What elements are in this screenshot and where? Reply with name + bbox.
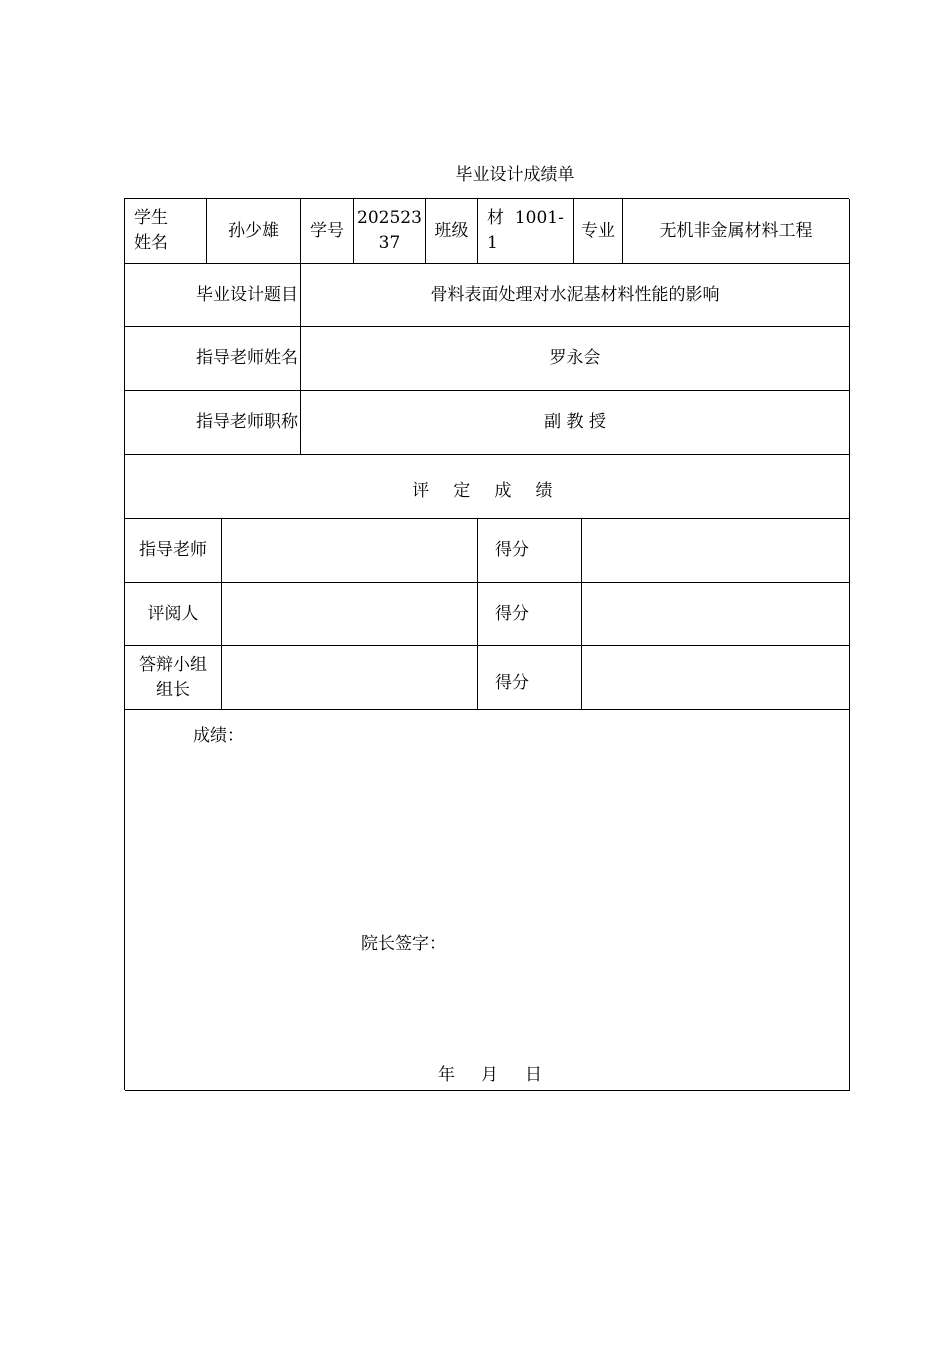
- date-year-label: 年: [438, 1065, 455, 1085]
- score-row-role: 答辩小组 组长: [125, 646, 222, 710]
- score-row-score-label: 得分: [478, 646, 582, 710]
- student-id-label: 学号: [301, 199, 354, 264]
- student-name-label: 学生 姓名: [125, 199, 207, 264]
- score-row-score-label: 得分: [478, 519, 582, 583]
- class-value: 材 1001- 1: [478, 199, 574, 264]
- advisor-title-label: 指导老师职称: [125, 391, 301, 455]
- score-row-name-field: [222, 519, 478, 583]
- score-row-name-field: [222, 646, 478, 710]
- advisor-name-label: 指导老师姓名: [125, 327, 301, 391]
- score-row-score-field: [582, 646, 850, 710]
- score-row-role: 指导老师: [125, 519, 222, 583]
- score-row-name-field: [222, 583, 478, 646]
- class-label: 班级: [426, 199, 478, 264]
- grade-sheet-table: [124, 198, 849, 1090]
- evaluation-header: 评 定 成 绩: [125, 455, 850, 519]
- score-row-role: 评阅人: [125, 583, 222, 646]
- advisor-title-value: 副 教 授: [301, 391, 850, 455]
- grade-label: 成绩：: [193, 726, 244, 746]
- student-id-value: 202523 37: [354, 199, 426, 264]
- topic-label: 毕业设计题目: [125, 264, 301, 327]
- date-month-label: 月: [481, 1065, 498, 1085]
- major-label: 专业: [574, 199, 623, 264]
- topic-value: 骨料表面处理对水泥基材料性能的影响: [301, 264, 850, 327]
- page-title: 毕业设计成绩单: [455, 165, 575, 185]
- dean-signature-label: 院长签字：: [361, 934, 446, 954]
- final-grade-area: [125, 710, 850, 1091]
- score-row-score-field: [582, 583, 850, 646]
- student-name-value: 孙少雄: [207, 199, 301, 264]
- score-row-score-field: [582, 519, 850, 583]
- date-day-label: 日: [525, 1065, 542, 1085]
- advisor-name-value: 罗永会: [301, 327, 850, 391]
- major-value: 无机非金属材料工程: [623, 199, 850, 264]
- score-row-score-label: 得分: [478, 583, 582, 646]
